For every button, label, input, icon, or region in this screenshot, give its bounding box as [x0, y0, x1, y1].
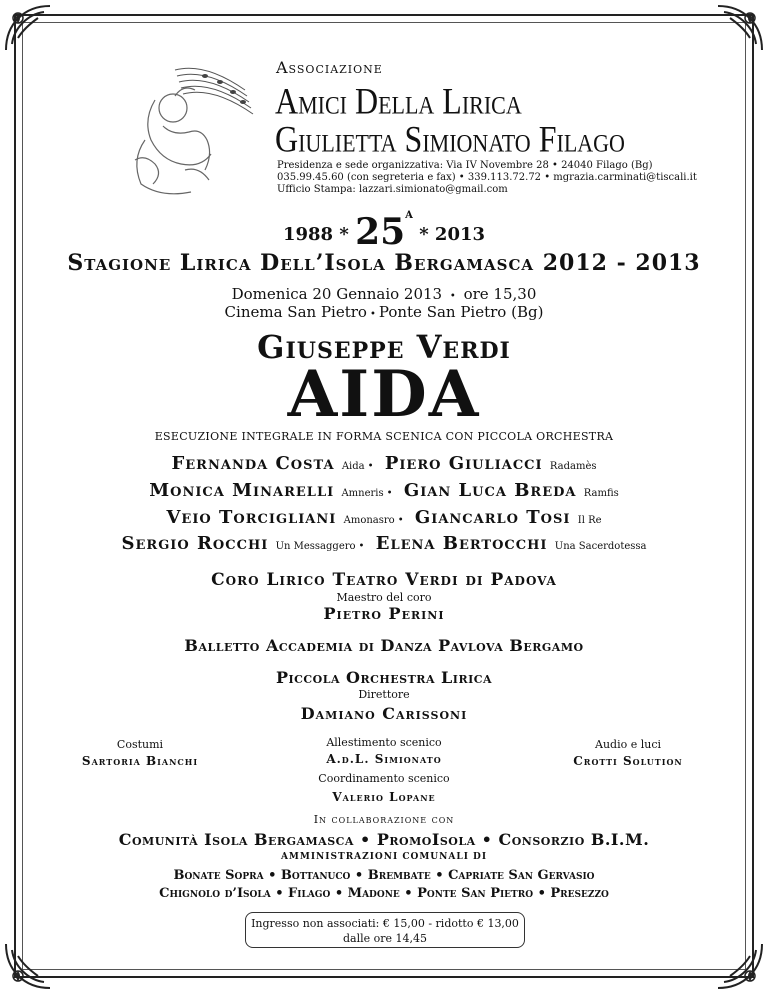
- event-time: ore 15,30: [463, 285, 537, 303]
- contact-line: Ufficio Stampa: lazzari.simionato@gmail.com: [277, 184, 508, 195]
- coordination-label: Coordinamento scenico: [318, 772, 450, 785]
- chorus-name: Coro Lirico Teatro Verdi di Padova: [211, 570, 557, 590]
- singer-name: Sergio Rocchi: [121, 533, 269, 554]
- corner-ornament-icon: [716, 4, 764, 52]
- contact-line: 035.99.45.60 (con segreteria e fax) • 339.113.72.72 • mgrazia.carminati@tiscali.it: [277, 172, 697, 183]
- venue-name: Cinema San Pietro: [224, 303, 367, 321]
- season-title: [0, 250, 768, 276]
- credit-value: A.d.L. Simionato: [326, 752, 442, 766]
- singer-name: Piero Giuliacci: [384, 453, 543, 474]
- ticket-hours: dalle ore 14,45: [342, 932, 428, 945]
- association-name: Amici Della Lirica: [275, 80, 522, 122]
- end-year: 2013: [434, 224, 486, 245]
- ticket-price: Ingresso non associati: € 15,00 - ridotto € 13,00: [251, 917, 519, 930]
- cast-row: Veio Torcigliani Amonasro • Giancarlo Tosi Il Re: [166, 507, 602, 528]
- venue-city: Ponte San Pietro (Bg): [378, 303, 544, 321]
- execution-note: ESECUZIONE INTEGRALE IN FORMA SCENICA CON PICCOLA ORCHESTRA: [154, 430, 614, 443]
- role-name: Amonasro: [343, 515, 395, 526]
- singer-name: Gian Luca Breda: [403, 480, 577, 501]
- director-label: Direttore: [358, 688, 410, 701]
- corner-ornament-icon: [716, 942, 764, 990]
- composer-name: Giuseppe Verdi: [257, 328, 511, 366]
- towns-list: Bonate Sopra • Bottanuco • Brembate • Capriate San Gervasio: [173, 868, 595, 883]
- role-name: Ramfis: [583, 488, 619, 499]
- cast-row: Monica Minarelli Amneris • Gian Luca Breda Ramfis: [149, 480, 619, 501]
- partners-list: Comunità Isola Bergamasca • PromoIsola • Consorzio B.I.M.: [118, 830, 650, 849]
- role-name: Radamès: [549, 461, 597, 472]
- singer-name: Elena Bertocchi: [375, 533, 548, 554]
- chorus-master-label: Maestro del coro: [336, 591, 432, 604]
- chorus-master-name: Pietro Perini: [323, 604, 445, 623]
- collaboration-label: In collaborazione con: [313, 813, 455, 826]
- cast-row: Fernanda Costa Aida • Piero Giuliacci Radamès: [171, 453, 597, 474]
- staging-credit: [284, 736, 484, 768]
- singer-name: Giancarlo Tosi: [414, 507, 571, 528]
- separator: *: [419, 224, 429, 245]
- season-years: 2012 - 2013: [542, 250, 701, 276]
- coordination-name: Valerio Lopane: [332, 790, 436, 804]
- credit-label: Allestimento scenico: [326, 736, 442, 749]
- towns-list: Chignolo d’Isola • Filago • Madone • Ponte San Pietro • Presezzo: [159, 886, 609, 901]
- association-name: Giulietta Simionato Filago: [275, 118, 625, 160]
- singer-name: Veio Torcigliani: [166, 507, 337, 528]
- season-name: Stagione Lirica Dell’Isola Bergamasca: [67, 250, 535, 276]
- ticket-info-box: [245, 912, 525, 948]
- role-name: Un Messaggero: [275, 541, 356, 552]
- separator: *: [339, 224, 349, 245]
- cast-row: Sergio Rocchi Un Messaggero • Elena Bertocchi Una Sacerdotessa: [121, 533, 647, 554]
- anniversary-number: 25: [355, 211, 406, 253]
- role-name: Amneris: [341, 488, 384, 499]
- role-name: Aida: [341, 461, 365, 472]
- singer-illustration-icon: [115, 60, 265, 200]
- administrations-label: AMMINISTRAZIONI COMUNALI DI: [280, 852, 488, 862]
- start-year: 1988: [282, 224, 334, 245]
- audio-credit: [548, 738, 708, 770]
- credit-value: Crotti Solution: [573, 754, 683, 768]
- costumes-credit: [60, 738, 220, 770]
- orchestra-name: Piccola Orchestra Lirica: [275, 668, 493, 687]
- contact-line: Presidenza e sede organizzativa: Via IV Novembre 28 • 24040 Filago (Bg): [277, 160, 653, 171]
- opera-title: AIDA: [287, 357, 481, 432]
- singer-name: Monica Minarelli: [149, 480, 335, 501]
- role-name: Una Sacerdotessa: [554, 541, 647, 552]
- role-name: Il Re: [577, 515, 602, 526]
- anniversary-suffix: A: [405, 210, 413, 221]
- credit-label: Costumi: [116, 738, 164, 751]
- credit-value: Sartoria Bianchi: [81, 754, 199, 768]
- event-venue: Cinema San Pietro • Ponte San Pietro (Bg): [224, 303, 544, 321]
- event-datetime: Domenica 20 Gennaio 2013 • ore 15,30: [231, 285, 537, 303]
- director-name: Damiano Carissoni: [300, 704, 468, 723]
- association-contacts: [277, 160, 697, 196]
- credit-label: Audio e luci: [595, 738, 661, 751]
- singer-name: Fernanda Costa: [171, 453, 335, 474]
- event-date: Domenica 20 Gennaio 2013: [231, 285, 443, 303]
- corner-ornament-icon: [4, 942, 52, 990]
- corner-ornament-icon: [4, 4, 52, 52]
- association-label: Associazione: [276, 58, 383, 77]
- anniversary-heading: [0, 210, 768, 253]
- ballet-name: Balletto Accademia di Danza Pavlova Bergamo: [184, 636, 584, 655]
